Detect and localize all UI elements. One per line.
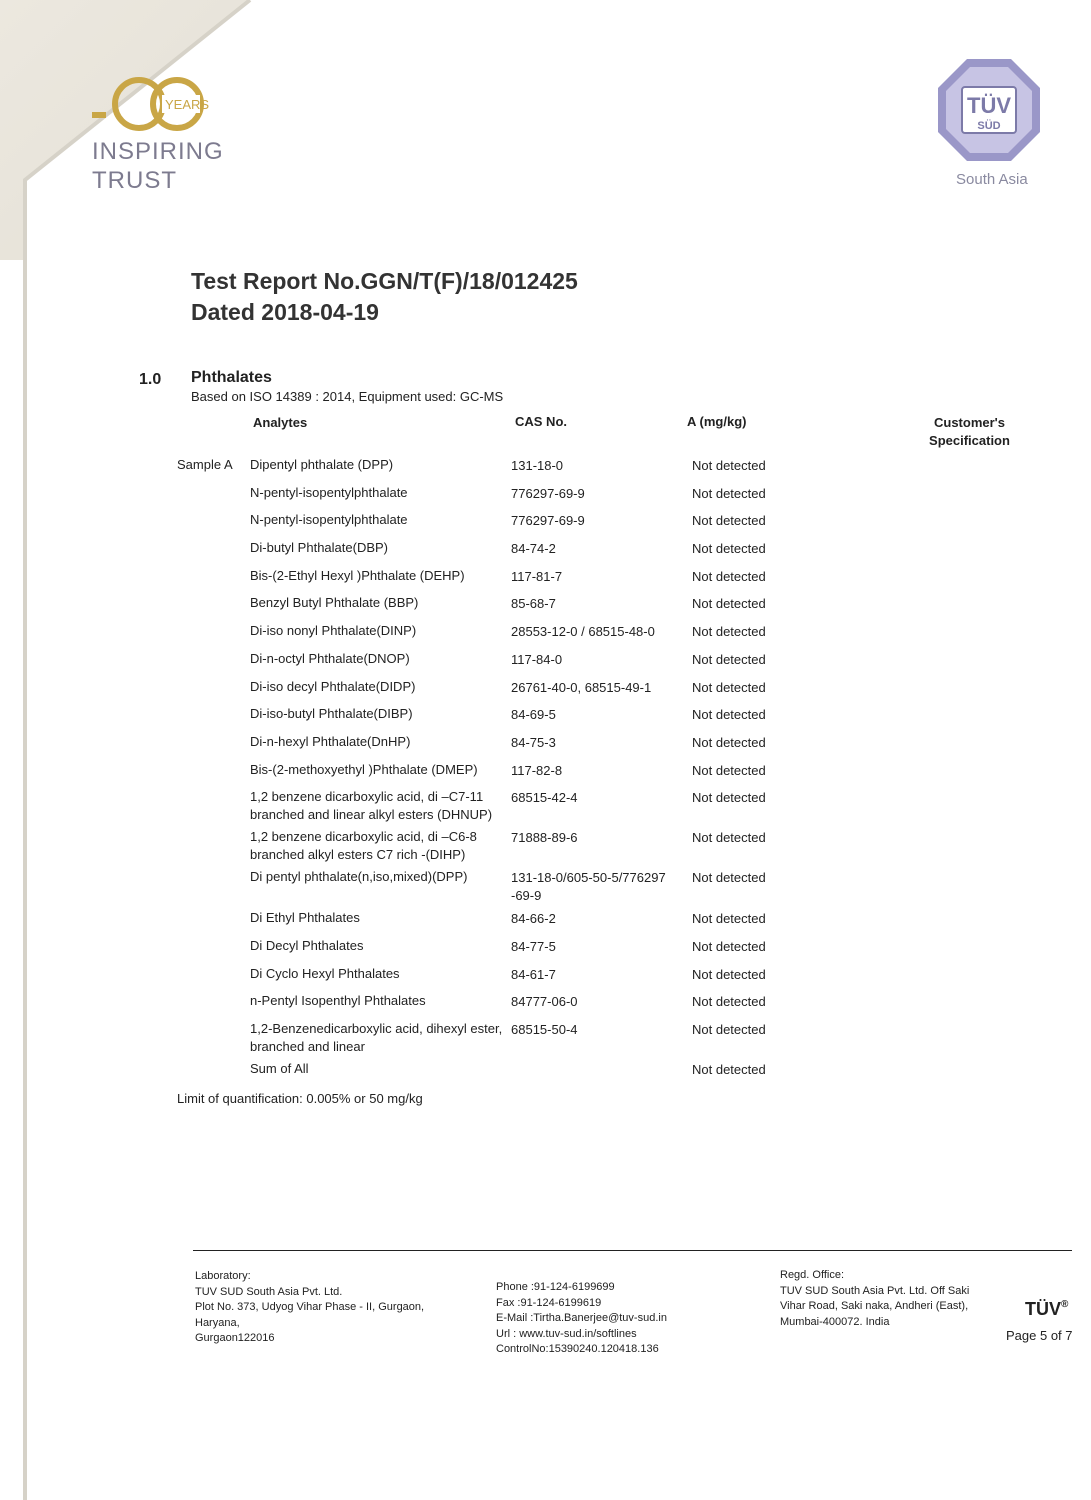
footer-line: Gurgaon122016 bbox=[195, 1332, 275, 1344]
header-result: A (mg/kg) bbox=[687, 414, 747, 429]
analyte-name: Di Cyclo Hexyl Phthalates bbox=[250, 965, 400, 981]
cas-number: 71888-89-6 bbox=[511, 830, 578, 846]
table-row bbox=[0, 1020, 1091, 1060]
footer-line: Regd. Office: bbox=[780, 1269, 844, 1281]
footer-line: TUV SUD South Asia Pvt. Ltd. bbox=[195, 1285, 343, 1298]
result-value: Not detected bbox=[692, 541, 766, 557]
table-row bbox=[0, 678, 1091, 706]
svg-text:TÜV: TÜV bbox=[967, 93, 1011, 118]
table-row bbox=[0, 992, 1091, 1020]
table-row bbox=[0, 937, 1091, 965]
result-value: Not detected bbox=[692, 830, 766, 846]
analyte-name: 1,2-Benzenedicarboxylic acid, dihexyl ester, branched and linear bbox=[250, 1021, 503, 1054]
100-years-logo bbox=[92, 75, 212, 135]
analyte-name: n-Pentyl Isopenthyl Phthalates bbox=[250, 993, 426, 1009]
footer-line: Vihar Road, Saki naka, Andheri (East), bbox=[780, 1300, 969, 1312]
page-number: Page 5 of 7 bbox=[1006, 1328, 1073, 1343]
header-customer-spec: Customer's Specification bbox=[929, 415, 1010, 448]
result-value: Not detected bbox=[692, 651, 766, 667]
cas-number: 84-74-2 bbox=[511, 541, 556, 557]
analyte-name: Di-n-octyl Phthalate(DNOP) bbox=[250, 650, 410, 666]
tagline-line-2: TRUST bbox=[92, 167, 177, 194]
footer-line: Phone :91-124-6199699 bbox=[496, 1281, 615, 1293]
tuv-mark-text: TÜV bbox=[1025, 1299, 1061, 1319]
analyte-name: Sum of All bbox=[250, 1061, 309, 1076]
cas-number: 26761-40-0, 68515-49-1 bbox=[511, 679, 652, 695]
table-row bbox=[0, 484, 1091, 512]
analyte-name: Di-n-hexyl Phthalate(DnHP) bbox=[250, 733, 411, 749]
analyte-name: 1,2 benzene dicarboxylic acid, di –C7-11 branched and linear alkyl esters (DHNUP) bbox=[250, 789, 493, 823]
analyte-name: N-pentyl-isopentylphthalate bbox=[250, 512, 408, 528]
footer-line: TUV SUD South Asia Pvt. Ltd. Off Saki bbox=[780, 1284, 970, 1297]
table-row bbox=[0, 828, 1091, 868]
table-row bbox=[0, 733, 1091, 761]
section-subtitle: Based on ISO 14389 : 2014, Equipment used: GC-MS bbox=[191, 389, 504, 404]
cas-number: 84-77-5 bbox=[511, 938, 556, 954]
header-cas: CAS No. bbox=[515, 414, 567, 429]
cas-number: 68515-42-4 bbox=[511, 790, 578, 806]
analyte-name: Di-iso-butyl Phthalate(DIBP) bbox=[250, 706, 413, 722]
cas-number bbox=[511, 1060, 681, 1061]
footer-line: ControlNo:15390240.120418.136 bbox=[496, 1343, 659, 1355]
cas-number: 84-66-2 bbox=[511, 911, 556, 927]
tagline-line-1: INSPIRING bbox=[92, 138, 224, 165]
table-row bbox=[0, 511, 1091, 539]
cas-number: 84-61-7 bbox=[511, 966, 556, 982]
analyte-name: 1,2 benzene dicarboxylic acid, di –C6-8 branched alkyl esters C7 rich -(DIHP) bbox=[250, 829, 477, 863]
table-row bbox=[0, 1060, 1091, 1088]
result-value: Not detected bbox=[692, 938, 766, 954]
cas-number: 776297-69-9 bbox=[511, 485, 585, 501]
svg-text:SÜD: SÜD bbox=[977, 120, 1001, 132]
result-value: Not detected bbox=[692, 1022, 766, 1037]
footer-laboratory bbox=[195, 1269, 424, 1347]
analyte-name: Dipentyl phthalate (DPP) bbox=[250, 457, 394, 472]
table-row bbox=[0, 761, 1091, 789]
result-value: Not detected bbox=[692, 624, 766, 640]
result-value: Not detected bbox=[692, 966, 766, 982]
cas-number: 84-75-3 bbox=[511, 734, 556, 750]
table-row bbox=[0, 650, 1091, 678]
analyte-name: Benzyl Butyl Phthalate (BBP) bbox=[250, 595, 419, 611]
result-value: Not detected bbox=[692, 458, 766, 473]
report-date: Dated 2018-04-19 bbox=[191, 299, 379, 325]
table-row bbox=[0, 965, 1091, 993]
analyte-name: Di-butyl Phthalate(DBP) bbox=[250, 540, 388, 556]
cas-number: 131-18-0/605-50-5/776297 -69-9 bbox=[511, 870, 666, 904]
footer-line: Plot No. 373, Udyog Vihar Phase - II, Gurgaon, bbox=[195, 1301, 425, 1313]
cas-number: 776297-69-9 bbox=[511, 513, 585, 529]
analyte-name: Di-iso decyl Phthalate(DIDP) bbox=[250, 678, 416, 694]
header-analytes: Analytes bbox=[253, 415, 308, 430]
cas-number: 84777-06-0 bbox=[511, 994, 578, 1010]
tuv-sud-logo bbox=[936, 57, 1042, 163]
cas-number: 117-81-7 bbox=[511, 568, 563, 584]
footer-divider bbox=[193, 1250, 1072, 1251]
result-value: Not detected bbox=[692, 870, 766, 886]
cas-number: 131-18-0 bbox=[511, 458, 564, 473]
section-number: 1.0 bbox=[139, 371, 162, 388]
tuv-region: South Asia bbox=[956, 171, 1028, 188]
result-value: Not detected bbox=[692, 762, 766, 778]
table-row bbox=[0, 909, 1091, 937]
result-value: Not detected bbox=[692, 1062, 766, 1077]
cas-number: 117-84-0 bbox=[511, 651, 563, 667]
table-row bbox=[0, 567, 1091, 595]
result-value: Not detected bbox=[692, 734, 766, 750]
result-value: Not detected bbox=[692, 790, 766, 806]
analyte-name: Di-iso nonyl Phthalate(DINP) bbox=[250, 623, 417, 639]
cas-number: 85-68-7 bbox=[511, 596, 556, 612]
footer-line: Fax :91-124-6199619 bbox=[496, 1296, 602, 1309]
cas-number: 117-82-8 bbox=[511, 762, 563, 778]
footer-contact bbox=[496, 1280, 667, 1358]
footer-line: Mumbai-400072. India bbox=[780, 1315, 890, 1328]
analyte-name: Di pentyl phthalate(n,iso,mixed)(DPP) bbox=[250, 869, 468, 885]
result-value: Not detected bbox=[692, 911, 766, 927]
analyte-name: Di Decyl Phthalates bbox=[250, 937, 364, 953]
result-value: Not detected bbox=[692, 994, 766, 1010]
footer-line: Laboratory: bbox=[195, 1270, 251, 1282]
table-row bbox=[0, 868, 1091, 909]
table-row bbox=[0, 788, 1091, 828]
analyte-name: Bis-(2-methoxyethyl )Phthalate (DMEP) bbox=[250, 761, 478, 777]
tuv-mark bbox=[1025, 1298, 1068, 1320]
cas-number: 68515-50-4 bbox=[511, 1022, 578, 1037]
limit-of-quantification: Limit of quantification: 0.005% or 50 mg/kg bbox=[177, 1090, 423, 1106]
sample-label: Sample A bbox=[177, 457, 233, 472]
result-value: Not detected bbox=[692, 568, 766, 584]
result-value: Not detected bbox=[692, 596, 766, 612]
analyte-name: N-pentyl-isopentylphthalate bbox=[250, 484, 408, 500]
footer-registered-office bbox=[780, 1268, 969, 1330]
report-title-block bbox=[191, 266, 578, 328]
table-row bbox=[0, 622, 1091, 650]
table-row bbox=[0, 594, 1091, 622]
analyte-name: Bis-(2-Ethyl Hexyl )Phthalate (DEHP) bbox=[250, 567, 465, 583]
table-row bbox=[0, 539, 1091, 567]
result-value: Not detected bbox=[692, 513, 766, 529]
result-value: Not detected bbox=[692, 485, 766, 501]
results-table-block bbox=[0, 456, 1091, 1108]
section-title: Phthalates bbox=[191, 369, 272, 386]
cas-number: 84-69-5 bbox=[511, 707, 556, 723]
analyte-name: Di Ethyl Phthalates bbox=[250, 910, 360, 926]
table-row bbox=[0, 456, 1091, 484]
logo-tagline bbox=[92, 137, 224, 195]
table-row bbox=[0, 705, 1091, 733]
footer-line: Url : www.tuv-sud.in/softlines bbox=[496, 1327, 637, 1340]
svg-text:YEARS: YEARS bbox=[165, 97, 210, 112]
cas-number: 28553-12-0 / 68515-48-0 bbox=[511, 624, 655, 640]
registered-symbol: ® bbox=[1061, 1299, 1069, 1310]
result-value: Not detected bbox=[692, 707, 766, 723]
results-table bbox=[0, 456, 1091, 1088]
report-number: Test Report No.GGN/T(F)/18/012425 bbox=[191, 268, 578, 294]
footer-line: E-Mail :Tirtha.Banerjee@tuv-sud.in bbox=[496, 1312, 667, 1324]
result-value: Not detected bbox=[692, 679, 766, 695]
footer-line: Haryana, bbox=[195, 1316, 240, 1329]
